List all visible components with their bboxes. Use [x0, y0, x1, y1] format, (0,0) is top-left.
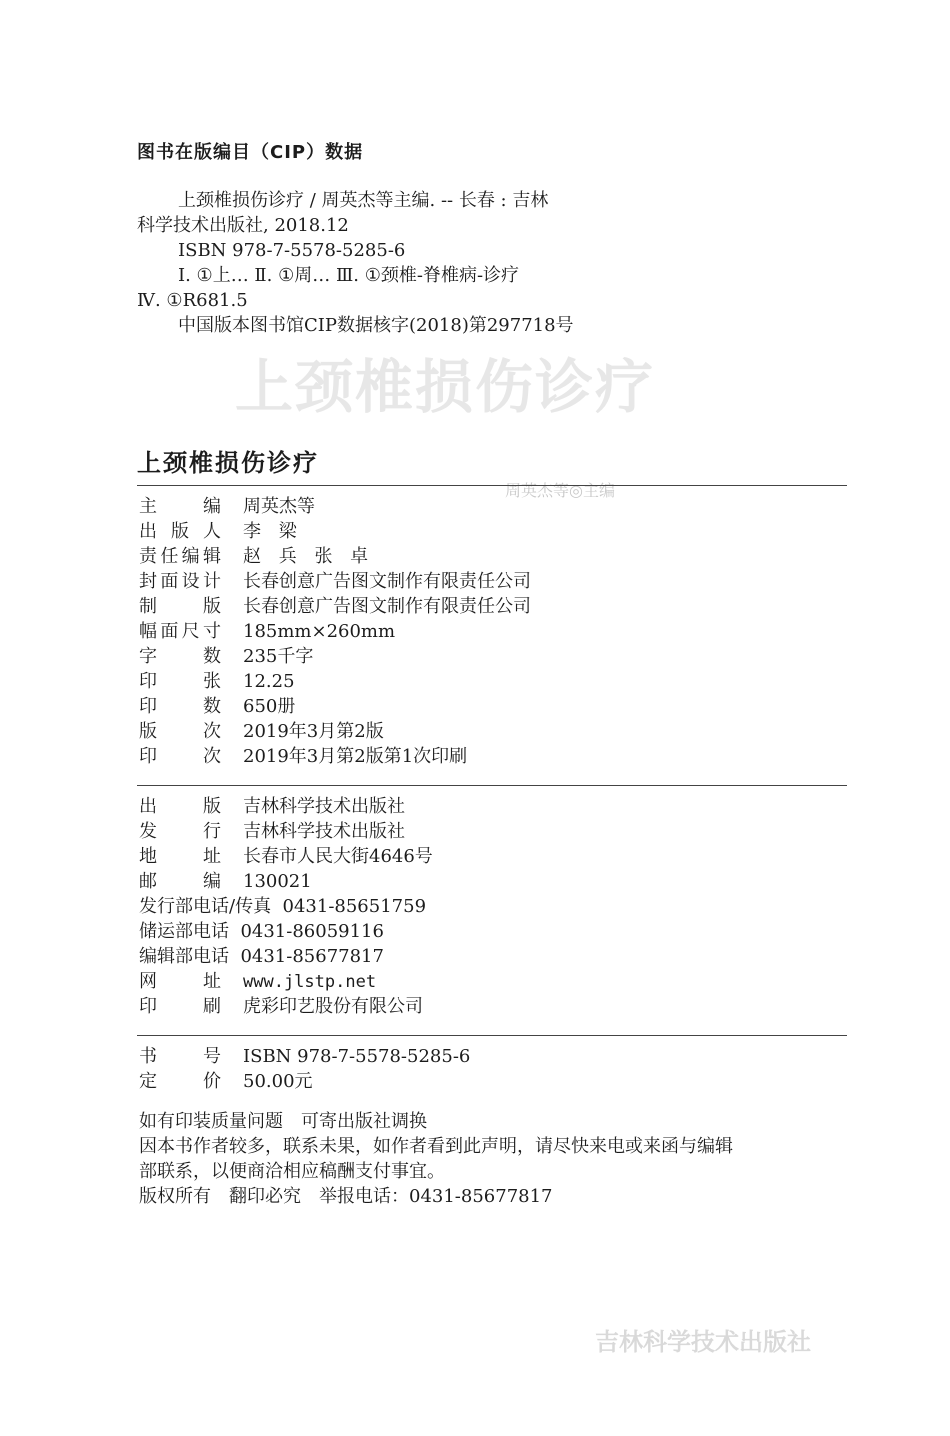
- production-label: 责任编辑: [139, 546, 221, 567]
- cip-line-4: Ⅰ. ①上… Ⅱ. ①周… Ⅲ. ①颈椎-脊椎病-诊疗: [178, 265, 520, 286]
- production-row: [139, 594, 531, 619]
- publisher-row: [139, 869, 312, 894]
- printer-value: 虎彩印艺股份有限公司: [243, 996, 423, 1017]
- quality-note: 如有印装质量问题 可寄出版社调换: [139, 1111, 427, 1132]
- price-value: 50.00元: [243, 1071, 313, 1092]
- production-label: 字数: [139, 646, 221, 667]
- publisher-label: 出版: [139, 796, 221, 817]
- publisher-row: [139, 794, 405, 819]
- production-value: 2019年3月第2版第1次印刷: [243, 746, 468, 767]
- production-label: 制版: [139, 596, 221, 617]
- price-row: [139, 1069, 313, 1094]
- publisher-value: 吉林科学技术出版社: [243, 796, 405, 817]
- copyright-note-line-1: 因本书作者较多，联系未果，如作者看到此声明，请尽快来电或来函与编辑: [139, 1136, 733, 1157]
- printer-row: [139, 994, 423, 1019]
- production-value: 12.25: [243, 671, 295, 692]
- rule-middle: [137, 785, 847, 786]
- production-value: 赵 兵 张 卓: [243, 546, 375, 567]
- production-row: [139, 669, 295, 694]
- production-row: [139, 569, 531, 594]
- production-value: 185mm×260mm: [243, 621, 396, 642]
- watermark-book-title: 上颈椎损伤诊疗: [235, 353, 656, 421]
- cip-line-1: 上颈椎损伤诊疗 / 周英杰等主编. -- 长春 : 吉林: [178, 190, 549, 211]
- cip-isbn: ISBN 978-7-5578-5285-6: [178, 240, 406, 261]
- publisher-label: 发行: [139, 821, 221, 842]
- website-row: [139, 969, 376, 995]
- watermark-publisher-logo: 吉林科学技术出版社: [595, 1327, 811, 1356]
- editorial-phone: 编辑部电话 0431-85677817: [139, 946, 384, 967]
- production-label: 幅面尺寸: [139, 621, 221, 642]
- copyright-note-line-2: 部联系，以便商洽相应稿酬支付事宜。: [139, 1161, 445, 1182]
- production-row: [139, 519, 303, 544]
- cip-line-5: Ⅳ. ①R681.5: [137, 290, 248, 311]
- publisher-value: 长春市人民大街4646号: [243, 846, 433, 867]
- sales-phone: 发行部电话/传真 0431-85651759: [139, 896, 427, 917]
- production-value: 650册: [243, 696, 296, 717]
- production-label: 印张: [139, 671, 221, 692]
- isbn-label: 书号: [139, 1046, 221, 1067]
- production-label: 印次: [139, 746, 221, 767]
- printer-label: 印刷: [139, 996, 221, 1017]
- cip-line-2: 科学技术出版社, 2018.12: [137, 215, 349, 236]
- production-value: 235千字: [243, 646, 314, 667]
- publisher-value: 吉林科学技术出版社: [243, 821, 405, 842]
- production-row: [139, 494, 315, 519]
- production-row: [139, 719, 384, 744]
- production-label: 出版人: [139, 521, 221, 542]
- rule-lower: [137, 1035, 847, 1036]
- production-value: 长春创意广告图文制作有限责任公司: [243, 596, 531, 617]
- production-value: 长春创意广告图文制作有限责任公司: [243, 571, 531, 592]
- website-label: 网址: [139, 971, 221, 992]
- rule-top: [137, 485, 847, 486]
- production-value: 李 梁: [243, 521, 303, 542]
- production-row: [139, 744, 467, 769]
- production-label: 印数: [139, 696, 221, 717]
- isbn-value: ISBN 978-7-5578-5285-6: [243, 1046, 471, 1067]
- production-label: 封面设计: [139, 571, 221, 592]
- publisher-row: [139, 844, 433, 869]
- production-value: 2019年3月第2版: [243, 721, 384, 742]
- cip-heading: 图书在版编目（CIP）数据: [137, 142, 364, 163]
- isbn-row: [139, 1044, 470, 1069]
- production-row: [139, 644, 313, 669]
- production-row: [139, 694, 295, 719]
- book-title: 上颈椎损伤诊疗: [137, 449, 319, 477]
- publisher-label: 邮编: [139, 871, 221, 892]
- production-label: 版次: [139, 721, 221, 742]
- storage-phone: 储运部电话 0431-86059116: [139, 921, 384, 942]
- publisher-value: 130021: [243, 871, 312, 892]
- publisher-label: 地址: [139, 846, 221, 867]
- production-label: 主编: [139, 496, 221, 517]
- production-value: 周英杰等: [243, 496, 315, 517]
- watermark-editor-line: 周英杰等◎主编: [505, 481, 615, 500]
- publisher-row: [139, 819, 405, 844]
- production-row: [139, 619, 395, 644]
- price-label: 定价: [139, 1071, 221, 1092]
- website-url[interactable]: www.jlstp.net: [243, 972, 377, 992]
- rights-note: 版权所有 翻印必究 举报电话：0431-85677817: [139, 1186, 553, 1207]
- production-row: [139, 544, 374, 569]
- cip-line-6: 中国版本图书馆CIP数据核字(2018)第297718号: [178, 315, 574, 336]
